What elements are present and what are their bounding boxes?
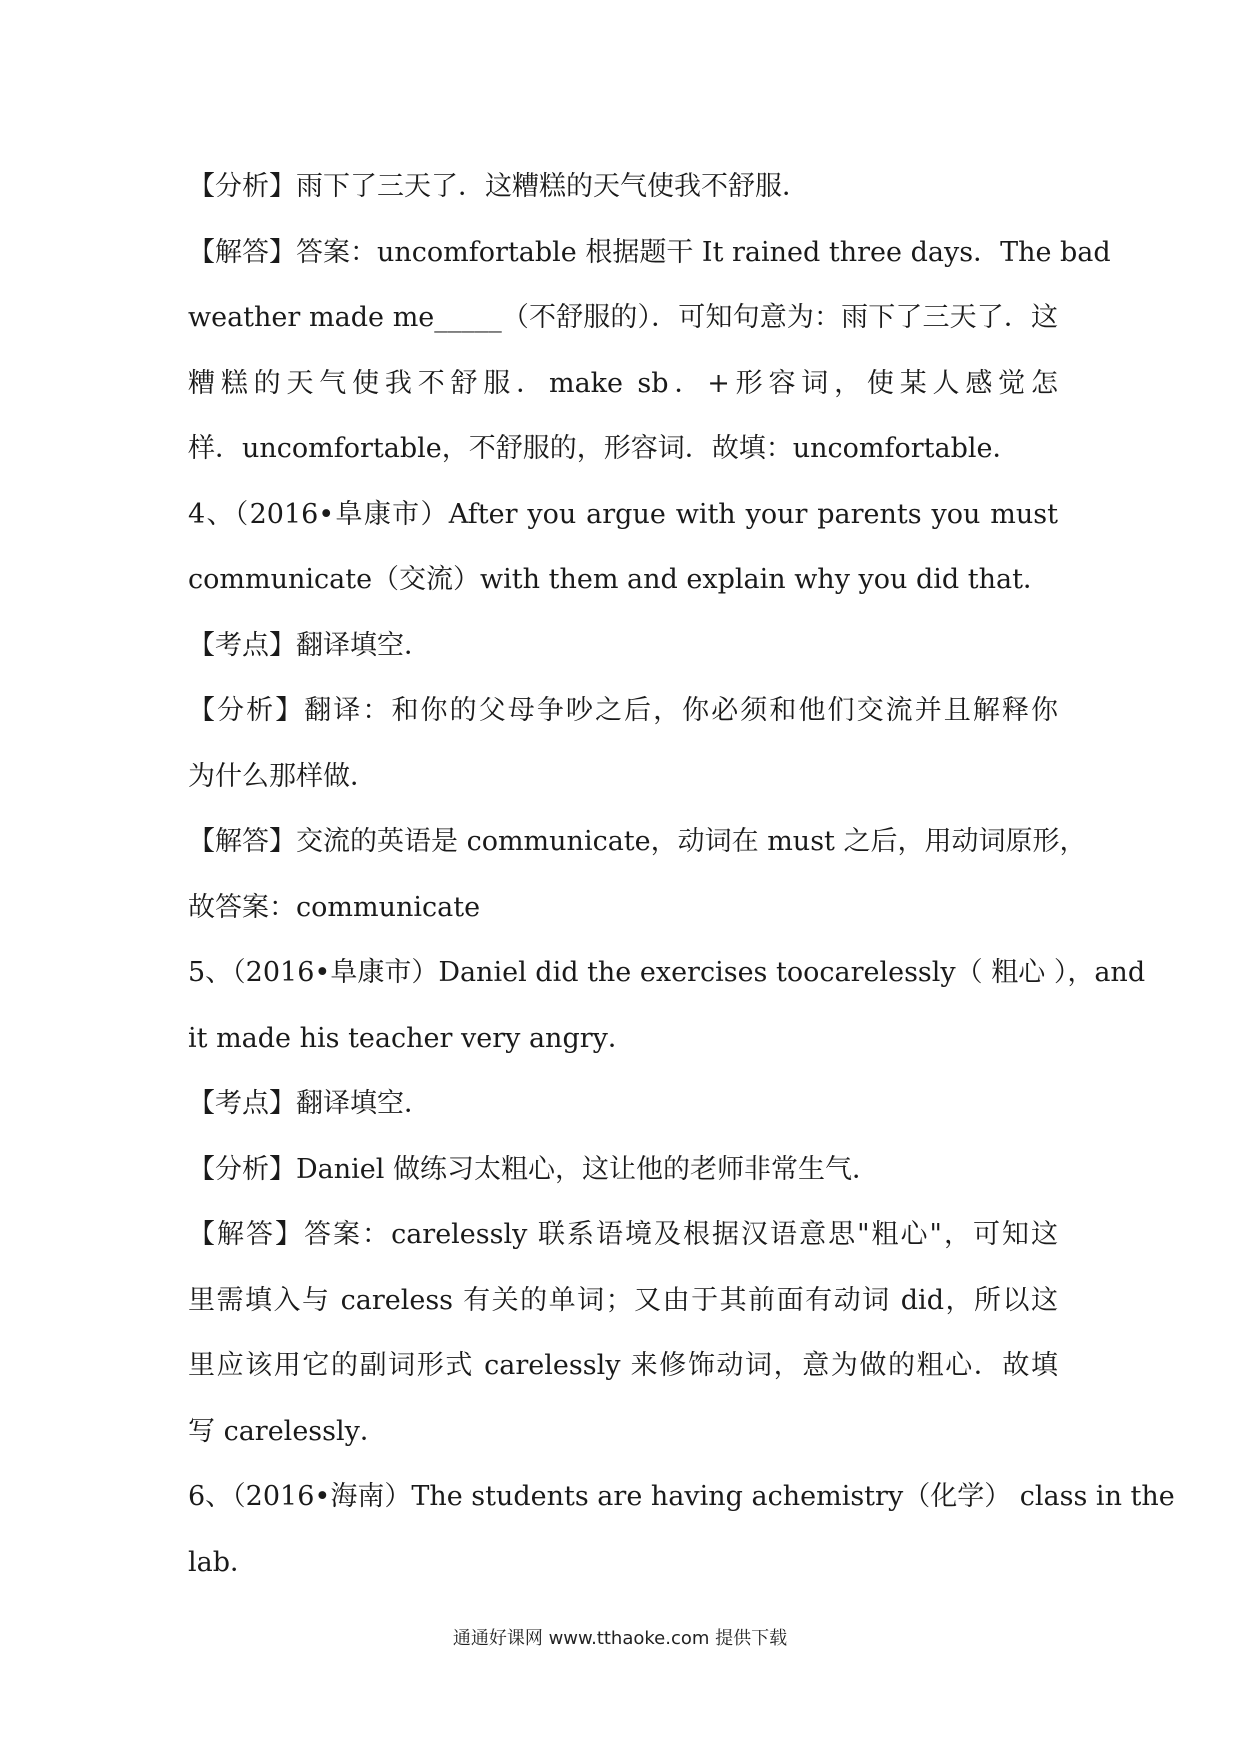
page-footer: 通通好课网 www.tthaoke.com 提供下载 xyxy=(452,1628,788,1649)
answer-line: 【解答】答案：uncomfortable 根据题干 It rained three days．The bad xyxy=(188,236,1111,268)
question-line: 5、（2016•阜康市）Daniel did the exercises toocarelessly（ 粗心 ），and xyxy=(188,957,1146,988)
key-point-line: 【考点】翻译填空． xyxy=(188,629,431,661)
analysis-line: 【分析】翻译：和你的父母争吵之后，你必须和他们交流并且解释你 xyxy=(188,695,1058,726)
answer-line: 【解答】交流的英语是 communicate，动词在 must 之后，用动词原形， xyxy=(188,826,1087,857)
answer-line: 里需填入与 careless 有关的单词；又由于其前面有动词 did，所以这 xyxy=(188,1284,1058,1316)
key-point-line: 【考点】翻译填空． xyxy=(188,1088,431,1119)
analysis-line: 【分析】Daniel 做练习太粗心，这让他的老师非常生气． xyxy=(188,1153,879,1185)
answer-line: 里应该用它的副词形式 carelessly 来修饰动词，意为做的粗心．故填 xyxy=(188,1350,1058,1381)
question-line: 6、（2016•海南）The students are having achemistry（化学） class in the xyxy=(188,1481,1175,1512)
question-line: communicate（交流）with them and explain why you did that． xyxy=(188,564,1050,595)
document-body xyxy=(188,154,1175,1595)
answer-line: 写 carelessly． xyxy=(188,1415,387,1447)
answer-line: 样．uncomfortable，不舒服的，形容词．故填：uncomfortable． xyxy=(188,433,1020,464)
question-line: lab． xyxy=(188,1546,258,1578)
answer-line: 糟糕的天气使我不舒服．make sb．+形容词，使某人感觉怎 xyxy=(188,367,1058,399)
answer-line: 【解答】答案：carelessly 联系语境及根据汉语意思"粗心"，可知这 xyxy=(188,1219,1058,1250)
answer-line: weather made me_____（不舒服的）．可知句意为：雨下了三天了．这 xyxy=(188,302,1058,333)
question-line: it made his teacher very angry． xyxy=(188,1022,635,1054)
answer-line: 故答案：communicate xyxy=(188,891,481,923)
analysis-line: 【分析】雨下了三天了．这糟糕的天气使我不舒服． xyxy=(188,171,809,202)
analysis-line: 为什么那样做． xyxy=(188,760,377,792)
question-line: 4、（2016•阜康市）After you argue with your parents you must xyxy=(188,498,1058,530)
